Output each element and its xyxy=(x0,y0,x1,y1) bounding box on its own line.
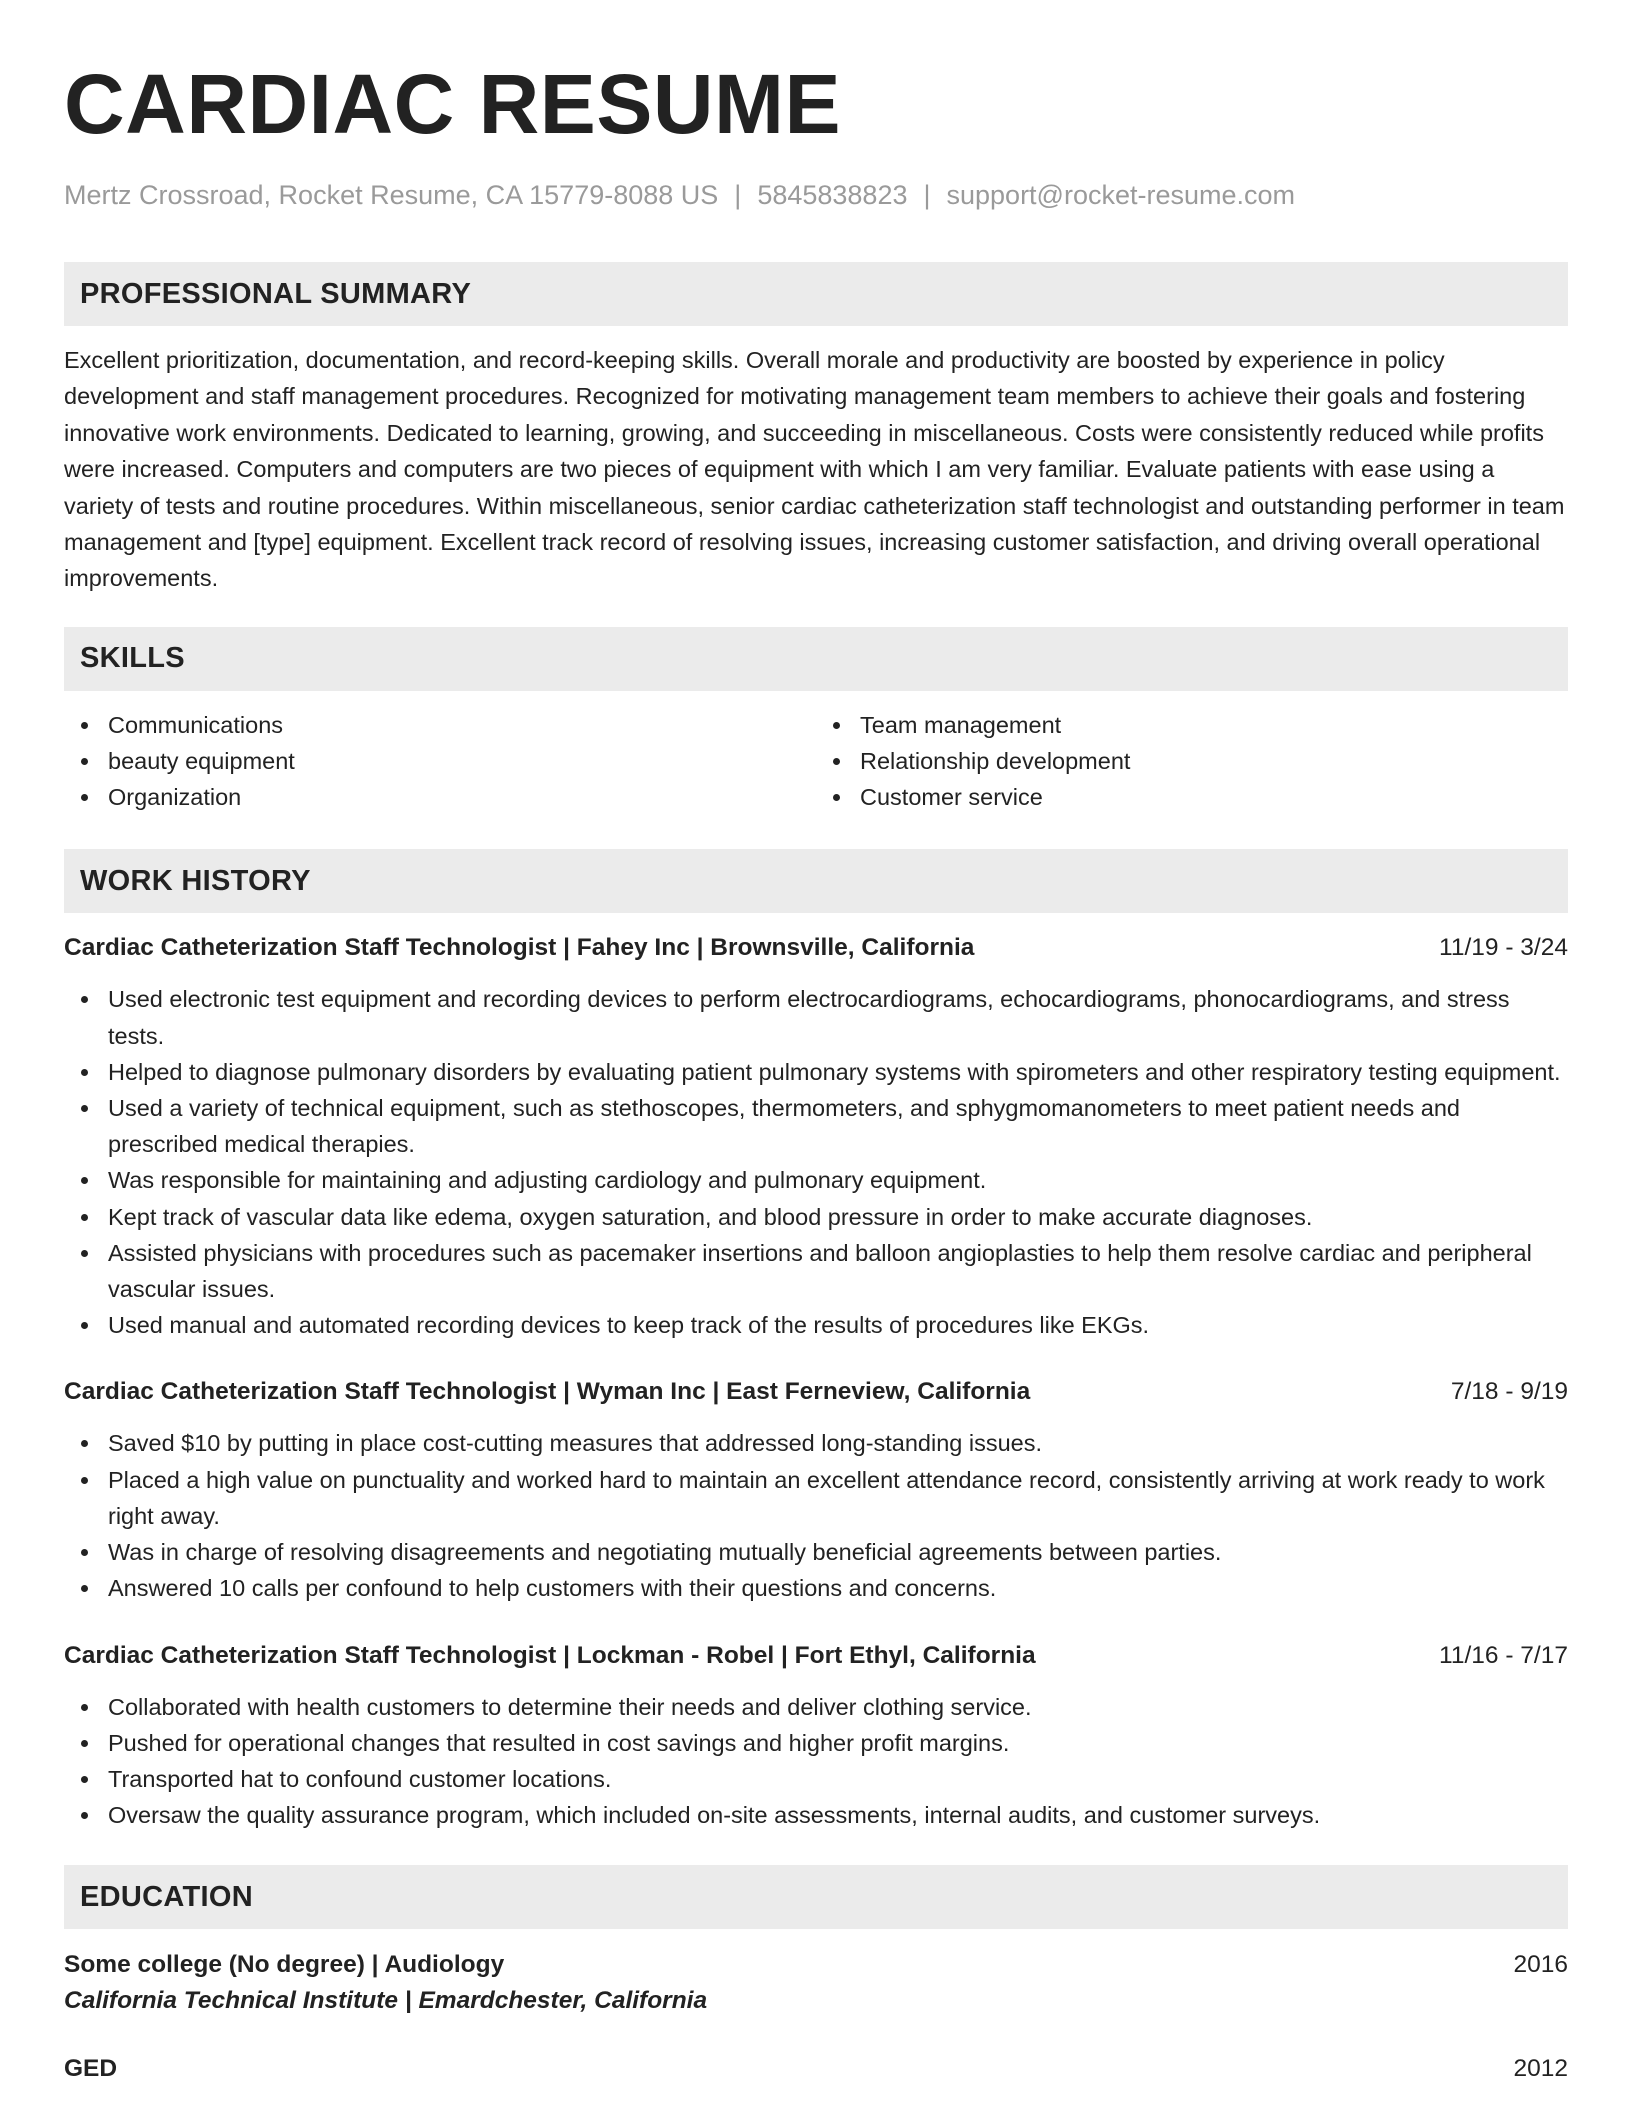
skills-grid xyxy=(64,707,1568,816)
summary-heading: PROFESSIONAL SUMMARY xyxy=(64,262,1568,326)
job-title: Cardiac Catheterization Staff Technologist | Wyman Inc | East Ferneview, California xyxy=(64,1378,1031,1406)
job-bullets xyxy=(64,1689,1568,1834)
job-bullet: Pushed for operational changes that resulted in cost savings and higher profit margins. xyxy=(108,1725,1568,1761)
contact-separator: | xyxy=(923,180,931,210)
education-heading: EDUCATION xyxy=(64,1865,1568,1929)
contact-phone: 5845838823 xyxy=(757,180,908,210)
job-bullet: Helped to diagnose pulmonary disorders by evaluating patient pulmonary systems with spirometers and other respiratory testing equipment. xyxy=(108,1054,1568,1090)
skills-list-left xyxy=(64,707,816,816)
education-section xyxy=(64,1865,1568,2087)
work-history-section xyxy=(64,849,1568,1833)
job-entry xyxy=(64,1639,1568,1834)
job-title: Cardiac Catheterization Staff Technologist | Lockman - Robel | Fort Ethyl, California xyxy=(64,1641,1036,1669)
summary-section xyxy=(64,262,1568,597)
job-bullet: Assisted physicians with procedures such as pacemaker insertions and balloon angioplasties to help them resolve cardiac and peripheral vascular issues. xyxy=(108,1235,1568,1307)
job-bullet: Answered 10 calls per confound to help customers with their questions and concerns. xyxy=(108,1570,1568,1606)
job-bullet: Used electronic test equipment and recording devices to perform electrocardiograms, echocardiograms, phonocardiograms, and stress tests. xyxy=(108,981,1568,1053)
contact-line xyxy=(64,178,1568,212)
job-bullet: Collaborated with health customers to determine their needs and deliver clothing service. xyxy=(108,1689,1568,1725)
skill-item: Communications xyxy=(108,707,816,743)
job-bullet: Used manual and automated recording devices to keep track of the results of procedures like EKGs. xyxy=(108,1307,1568,1343)
skill-item: Team management xyxy=(860,707,1568,743)
contact-email[interactable]: support@rocket-resume.com xyxy=(946,180,1296,210)
summary-text: Excellent prioritization, documentation, and record-keeping skills. Overall morale and productivity are boosted by experience in policy development and staff management procedures. Recognized for motivating management team members to achieve their goals and fostering innovative work environments. Dedicated to learning, growing, and succeeding in miscellaneous. Costs were consistently reduced while profits were increased. Computers and computers are two pieces of equipment with which I am very familiar. Evaluate patients with ease using a variety of tests and routine procedures. Within miscellaneous, senior cardiac catheterization staff technologist and outstanding performer in team management and [type] equipment. Excellent track record of resolving issues, increasing customer satisfaction, and driving overall operational improvements. xyxy=(64,347,1565,592)
skills-list-right xyxy=(816,707,1568,816)
skills-section xyxy=(64,627,1568,816)
job-header xyxy=(64,1375,1568,1409)
skill-item: Organization xyxy=(108,779,816,815)
job-dates: 7/18 - 9/19 xyxy=(1450,1378,1568,1406)
contact-address: Mertz Crossroad, Rocket Resume, CA 15779-8088 US xyxy=(64,180,719,210)
resume-page xyxy=(64,0,1568,2087)
job-bullets xyxy=(64,1425,1568,1606)
job-bullet: Oversaw the quality assurance program, which included on-site assessments, internal audits, and customer surveys. xyxy=(108,1797,1568,1833)
resume-name: CARDIAC RESUME xyxy=(64,57,842,151)
work-history-heading: WORK HISTORY xyxy=(64,849,1568,913)
contact-separator: | xyxy=(734,180,742,210)
job-bullets xyxy=(64,981,1568,1343)
skills-heading: SKILLS xyxy=(64,627,1568,691)
education-school: California Technical Institute | Emardchester, California xyxy=(64,1987,708,2015)
education-entry xyxy=(64,1947,1568,2019)
job-dates: 11/16 - 7/17 xyxy=(1439,1641,1568,1669)
job-dates: 11/19 - 3/24 xyxy=(1439,934,1568,962)
skill-item: beauty equipment xyxy=(108,743,816,779)
education-header xyxy=(64,2051,1568,2087)
job-header xyxy=(64,931,1568,965)
job-bullet: Kept track of vascular data like edema, oxygen saturation, and blood pressure in order to make accurate diagnoses. xyxy=(108,1199,1568,1235)
job-bullet: Transported hat to confound customer locations. xyxy=(108,1761,1568,1797)
job-bullet: Placed a high value on punctuality and worked hard to maintain an excellent attendance record, consistently arriving at work ready to work right away. xyxy=(108,1462,1568,1534)
education-year: 2012 xyxy=(1513,2055,1568,2083)
education-header xyxy=(64,1947,1568,1983)
education-year: 2016 xyxy=(1513,1951,1568,1979)
job-entry xyxy=(64,931,1568,1343)
job-header xyxy=(64,1639,1568,1673)
job-entry xyxy=(64,1375,1568,1606)
job-title: Cardiac Catheterization Staff Technologist | Fahey Inc | Brownsville, California xyxy=(64,934,975,962)
job-bullet: Used a variety of technical equipment, such as stethoscopes, thermometers, and sphygmomanometers to meet patient needs and prescribed medical therapies. xyxy=(108,1090,1568,1162)
education-entry xyxy=(64,2051,1568,2087)
job-bullet: Was in charge of resolving disagreements and negotiating mutually beneficial agreements between parties. xyxy=(108,1534,1568,1570)
skill-item: Customer service xyxy=(860,779,1568,815)
skill-item: Relationship development xyxy=(860,743,1568,779)
education-degree: GED xyxy=(64,2055,118,2083)
education-degree: Some college (No degree) | Audiology xyxy=(64,1951,505,1979)
job-bullet: Was responsible for maintaining and adjusting cardiology and pulmonary equipment. xyxy=(108,1162,1568,1198)
job-bullet: Saved $10 by putting in place cost-cutting measures that addressed long-standing issues. xyxy=(108,1425,1568,1461)
